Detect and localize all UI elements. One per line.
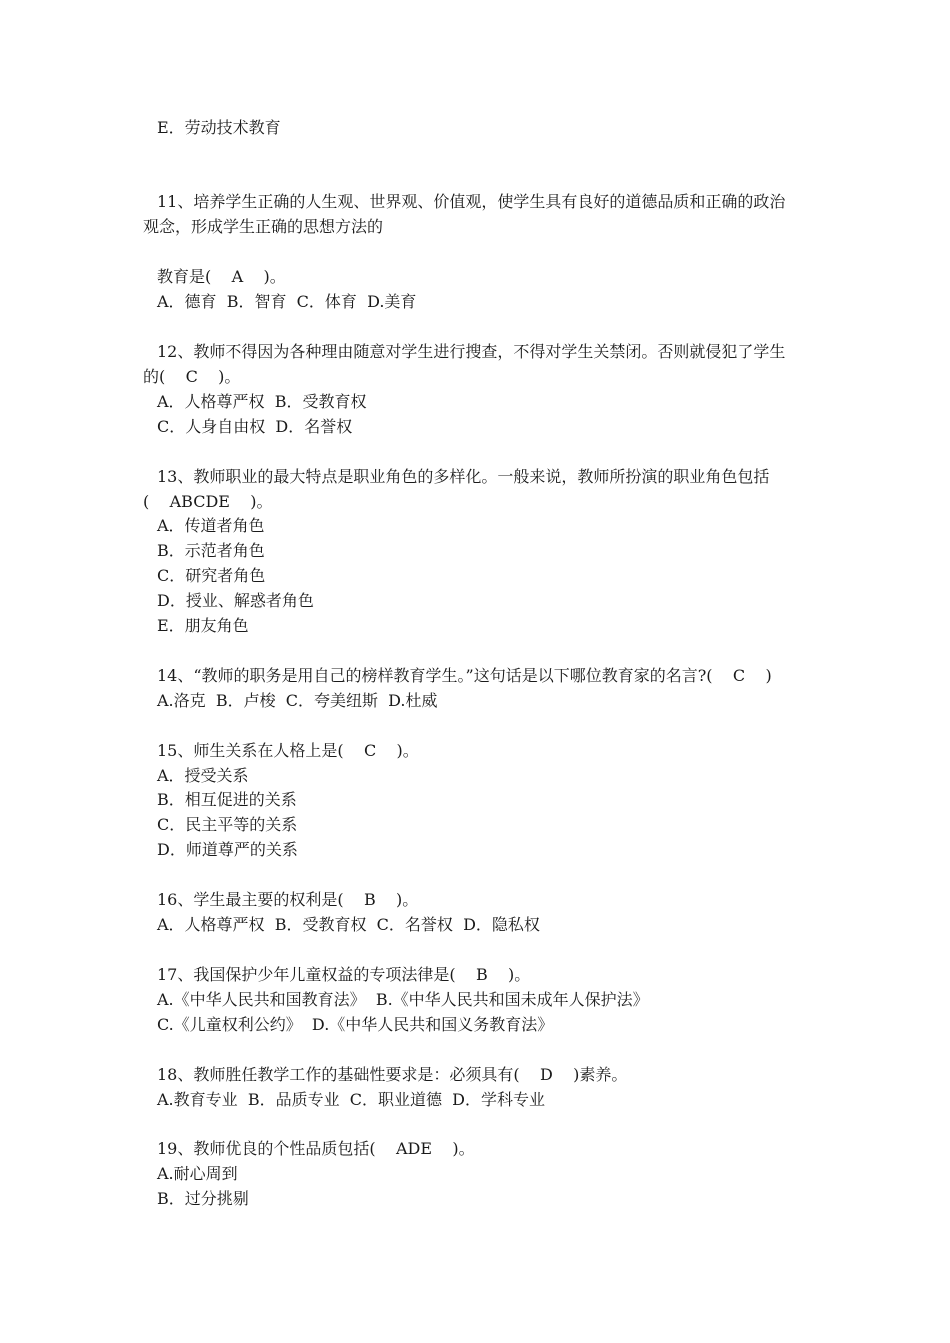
option-line: A．授受关系: [157, 766, 249, 785]
question-line: 13、教师职业的最大特点是职业角色的多样化。一般来说，教师所扮演的职业角色包括: [157, 467, 770, 486]
question-line: 16、学生最主要的权利是( B )。: [157, 890, 419, 909]
option-line: B．示范者角色: [157, 541, 265, 560]
question-line: 观念，形成学生正确的思想方法的: [143, 217, 384, 236]
option-line: A.《中华人民共和国教育法》 B.《中华人民共和国未成年人保护法》: [157, 990, 649, 1009]
question-line: 19、教师优良的个性品质包括( ADE )。: [157, 1139, 475, 1158]
question-line: 17、我国保护少年儿童权益的专项法律是( B )。: [157, 965, 531, 984]
option-line: A.教育专业 B．品质专业 C．职业道德 D．学科专业: [157, 1090, 545, 1109]
option-line: B．相互促进的关系: [157, 790, 297, 809]
option-line: B．过分挑剔: [157, 1189, 249, 1208]
question-line: 14、“教师的职务是用自己的榜样教育学生。”这句话是以下哪位教育家的名言?( C ): [157, 666, 772, 685]
question-line: 15、师生关系在人格上是( C )。: [157, 741, 419, 760]
option-line: A．德育 B．智育 C．体育 D.美育: [157, 292, 417, 311]
question-line: 的( C )。: [143, 367, 241, 386]
option-line: A.耐心周到: [157, 1164, 238, 1183]
option-line: C．研究者角色: [157, 566, 266, 585]
option-line: A.洛克 B．卢梭 C．夸美纽斯 D.杜威: [157, 691, 438, 710]
option-line: E．朋友角色: [157, 616, 249, 635]
question-line: 教育是( A )。: [157, 267, 286, 286]
option-line: A．人格尊严权 B．受教育权 C．名誉权 D．隐私权: [157, 915, 540, 934]
option-line: C.《儿童权利公约》 D.《中华人民共和国义务教育法》: [157, 1015, 554, 1034]
option-line: E．劳动技术教育: [157, 118, 281, 137]
question-line: 11、培养学生正确的人生观、世界观、价值观，使学生具有良好的道德品质和正确的政治: [157, 192, 786, 211]
question-line: 12、教师不得因为各种理由随意对学生进行搜查，不得对学生关禁闭。否则就侵犯了学生: [157, 342, 786, 361]
option-line: A．传道者角色: [157, 516, 265, 535]
option-line: A．人格尊严权 B．受教育权: [157, 392, 367, 411]
option-line: C．人身自由权 D．名誉权: [157, 417, 353, 436]
question-line: 18、教师胜任教学工作的基础性要求是：必须具有( D )素养。: [157, 1065, 628, 1084]
option-line: C．民主平等的关系: [157, 815, 298, 834]
option-line: D．授业、解惑者角色: [157, 591, 314, 610]
option-line: D．师道尊严的关系: [157, 840, 298, 859]
question-line: ( ABCDE )。: [143, 492, 273, 511]
